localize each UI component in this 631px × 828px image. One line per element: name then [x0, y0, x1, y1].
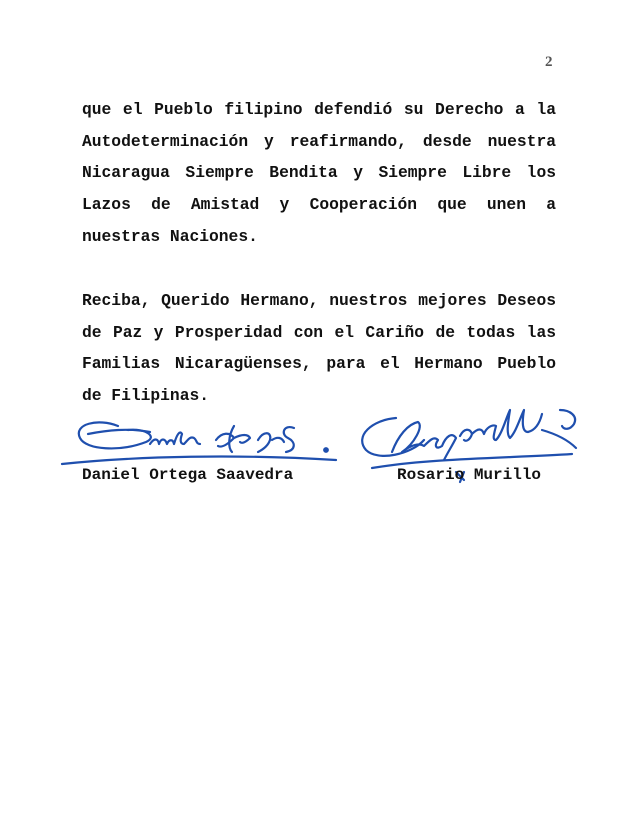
body-paragraph-1: que el Pueblo filipino defendió su Derecho a la Autodeterminación y reafirmando, desde nuestra Nicaragua Siempre Bendita y Siempre Libre los Lazos de Amistad y Cooperación que unen a nuestras Naciones.	[82, 100, 556, 246]
signature-daniel-ortega	[58, 410, 348, 472]
signatory-name-left: Daniel Ortega Saavedra	[82, 466, 294, 484]
page-number: 2	[545, 54, 553, 70]
body-paragraph-2: Reciba, Querido Hermano, nuestros mejores Deseos de Paz y Prosperidad con el Cariño de todas las Familias Nicaragüenses, para el Hermano Pueblo de Filipinas.	[82, 291, 556, 406]
signatory-name-right: Rosario Murillo	[397, 466, 542, 484]
